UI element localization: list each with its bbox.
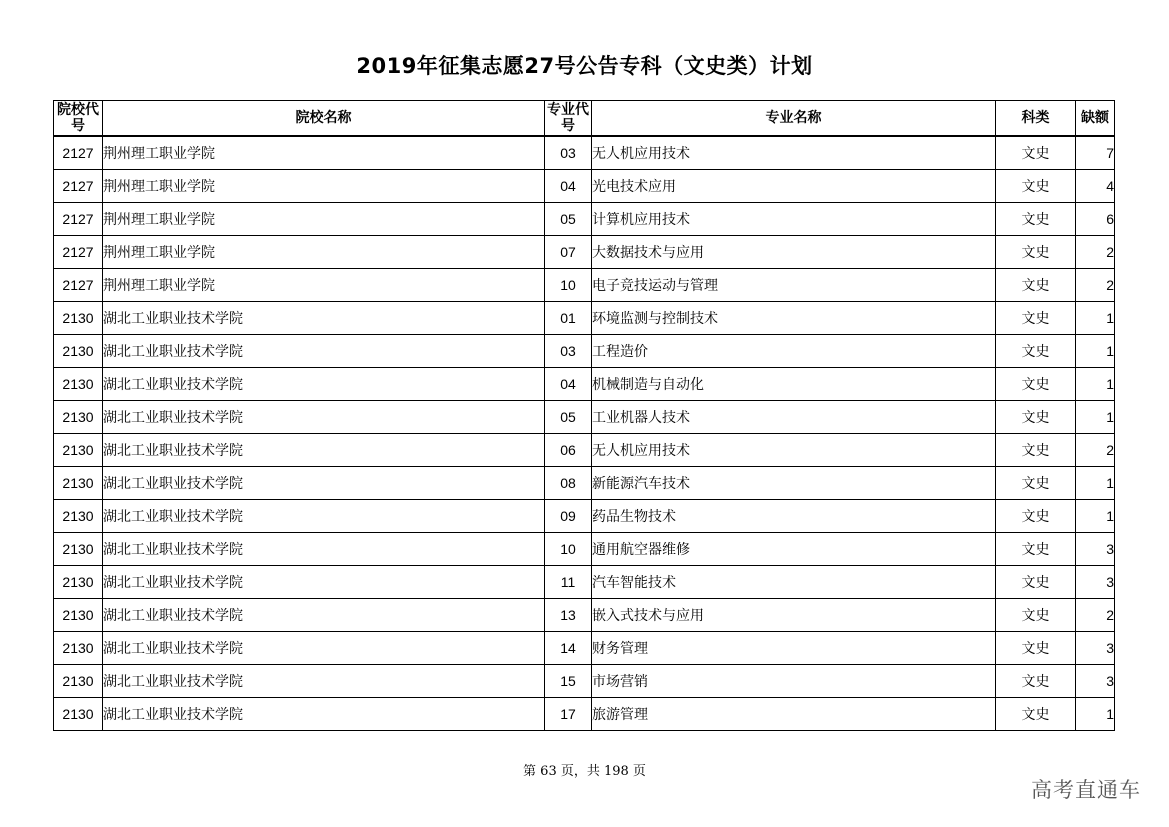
table-row (54, 236, 1115, 269)
cell-school-name: 荆州理工职业学院 (103, 203, 545, 236)
cell-major-name: 工业机器人技术 (592, 401, 996, 434)
cell-category: 文史 (996, 136, 1076, 170)
cell-category: 文史 (996, 665, 1076, 698)
header-vacancy: 缺额 (1076, 101, 1115, 137)
cell-category: 文史 (996, 335, 1076, 368)
cell-major-name: 环境监测与控制技术 (592, 302, 996, 335)
cell-school-name: 荆州理工职业学院 (103, 269, 545, 302)
cell-school-code: 2130 (54, 500, 103, 533)
cell-vacancy: 6 (1076, 203, 1115, 236)
cell-vacancy: 1 (1076, 401, 1115, 434)
cell-vacancy: 2 (1076, 599, 1115, 632)
cell-major-code: 03 (545, 136, 592, 170)
cell-school-name: 荆州理工职业学院 (103, 170, 545, 203)
cell-vacancy: 3 (1076, 632, 1115, 665)
cell-school-code: 2127 (54, 203, 103, 236)
cell-school-name: 湖北工业职业技术学院 (103, 533, 545, 566)
table-row (54, 434, 1115, 467)
cell-school-code: 2130 (54, 335, 103, 368)
cell-major-name: 大数据技术与应用 (592, 236, 996, 269)
cell-major-code: 06 (545, 434, 592, 467)
cell-school-code: 2130 (54, 698, 103, 731)
cell-vacancy: 2 (1076, 269, 1115, 302)
cell-major-code: 10 (545, 269, 592, 302)
cell-vacancy: 2 (1076, 434, 1115, 467)
cell-school-code: 2127 (54, 170, 103, 203)
table-row (54, 269, 1115, 302)
cell-category: 文史 (996, 236, 1076, 269)
cell-school-code: 2130 (54, 467, 103, 500)
cell-school-code: 2130 (54, 434, 103, 467)
cell-school-code: 2130 (54, 401, 103, 434)
cell-major-name: 无人机应用技术 (592, 136, 996, 170)
table-row (54, 368, 1115, 401)
cell-vacancy: 4 (1076, 170, 1115, 203)
cell-category: 文史 (996, 500, 1076, 533)
cell-major-name: 财务管理 (592, 632, 996, 665)
cell-category: 文史 (996, 632, 1076, 665)
page-title: 2019年征集志愿27号公告专科（文史类）计划 (356, 54, 813, 78)
watermark-text: 高考直通车 (1031, 778, 1141, 802)
cell-vacancy: 1 (1076, 698, 1115, 731)
table-row (54, 632, 1115, 665)
table-row (54, 335, 1115, 368)
header-category: 科类 (996, 101, 1076, 137)
cell-school-code: 2130 (54, 533, 103, 566)
cell-school-name: 湖北工业职业技术学院 (103, 698, 545, 731)
cell-school-code: 2130 (54, 632, 103, 665)
cell-major-code: 01 (545, 302, 592, 335)
cell-major-code: 07 (545, 236, 592, 269)
header-school-code: 院校代号 (54, 101, 103, 137)
cell-vacancy: 3 (1076, 665, 1115, 698)
cell-major-name: 工程造价 (592, 335, 996, 368)
cell-school-code: 2127 (54, 269, 103, 302)
cell-major-name: 旅游管理 (592, 698, 996, 731)
table-row (54, 533, 1115, 566)
cell-major-name: 通用航空器维修 (592, 533, 996, 566)
table-row (54, 170, 1115, 203)
cell-major-code: 09 (545, 500, 592, 533)
cell-major-name: 电子竞技运动与管理 (592, 269, 996, 302)
cell-school-name: 湖北工业职业技术学院 (103, 599, 545, 632)
cell-category: 文史 (996, 698, 1076, 731)
page-footer: 第 63 页，共 198 页 (523, 764, 646, 779)
cell-vacancy: 1 (1076, 467, 1115, 500)
cell-school-code: 2130 (54, 368, 103, 401)
cell-major-name: 光电技术应用 (592, 170, 996, 203)
cell-major-code: 03 (545, 335, 592, 368)
cell-school-code: 2130 (54, 665, 103, 698)
table-header-row (54, 101, 1115, 137)
cell-school-name: 湖北工业职业技术学院 (103, 665, 545, 698)
cell-major-code: 10 (545, 533, 592, 566)
cell-major-code: 04 (545, 170, 592, 203)
cell-school-name: 湖北工业职业技术学院 (103, 566, 545, 599)
cell-major-code: 05 (545, 401, 592, 434)
table-row (54, 302, 1115, 335)
cell-major-code: 04 (545, 368, 592, 401)
cell-category: 文史 (996, 599, 1076, 632)
cell-category: 文史 (996, 434, 1076, 467)
table-row (54, 500, 1115, 533)
cell-major-name: 计算机应用技术 (592, 203, 996, 236)
cell-vacancy: 1 (1076, 500, 1115, 533)
cell-major-name: 市场营销 (592, 665, 996, 698)
table-row (54, 665, 1115, 698)
cell-category: 文史 (996, 368, 1076, 401)
cell-school-name: 湖北工业职业技术学院 (103, 467, 545, 500)
cell-category: 文史 (996, 467, 1076, 500)
cell-category: 文史 (996, 566, 1076, 599)
cell-school-name: 湖北工业职业技术学院 (103, 401, 545, 434)
cell-major-code: 13 (545, 599, 592, 632)
cell-major-name: 药品生物技术 (592, 500, 996, 533)
table-row (54, 698, 1115, 731)
cell-vacancy: 1 (1076, 302, 1115, 335)
cell-school-name: 湖北工业职业技术学院 (103, 302, 545, 335)
cell-major-code: 15 (545, 665, 592, 698)
cell-major-code: 11 (545, 566, 592, 599)
table-row (54, 401, 1115, 434)
cell-major-name: 嵌入式技术与应用 (592, 599, 996, 632)
cell-school-name: 荆州理工职业学院 (103, 236, 545, 269)
cell-vacancy: 2 (1076, 236, 1115, 269)
cell-school-code: 2130 (54, 599, 103, 632)
cell-category: 文史 (996, 533, 1076, 566)
cell-major-code: 05 (545, 203, 592, 236)
table-row (54, 566, 1115, 599)
cell-vacancy: 1 (1076, 368, 1115, 401)
cell-school-code: 2130 (54, 302, 103, 335)
table-row (54, 467, 1115, 500)
cell-school-name: 湖北工业职业技术学院 (103, 368, 545, 401)
cell-category: 文史 (996, 401, 1076, 434)
cell-vacancy: 1 (1076, 335, 1115, 368)
cell-major-code: 08 (545, 467, 592, 500)
header-school-name: 院校名称 (103, 101, 545, 137)
cell-major-name: 汽车智能技术 (592, 566, 996, 599)
cell-major-name: 无人机应用技术 (592, 434, 996, 467)
cell-vacancy: 7 (1076, 136, 1115, 170)
cell-category: 文史 (996, 269, 1076, 302)
cell-major-code: 17 (545, 698, 592, 731)
cell-major-name: 机械制造与自动化 (592, 368, 996, 401)
cell-school-code: 2130 (54, 566, 103, 599)
cell-school-name: 湖北工业职业技术学院 (103, 335, 545, 368)
table-row (54, 203, 1115, 236)
cell-category: 文史 (996, 170, 1076, 203)
cell-category: 文史 (996, 302, 1076, 335)
header-major-code: 专业代号 (545, 101, 592, 137)
cell-school-name: 荆州理工职业学院 (103, 136, 545, 170)
header-major-name: 专业名称 (592, 101, 996, 137)
cell-vacancy: 3 (1076, 566, 1115, 599)
cell-school-name: 湖北工业职业技术学院 (103, 434, 545, 467)
cell-major-name: 新能源汽车技术 (592, 467, 996, 500)
cell-school-code: 2127 (54, 136, 103, 170)
plan-table (53, 100, 1115, 731)
cell-school-name: 湖北工业职业技术学院 (103, 500, 545, 533)
table-body (54, 136, 1115, 731)
cell-school-code: 2127 (54, 236, 103, 269)
cell-category: 文史 (996, 203, 1076, 236)
cell-vacancy: 3 (1076, 533, 1115, 566)
cell-school-name: 湖北工业职业技术学院 (103, 632, 545, 665)
table-row (54, 599, 1115, 632)
cell-major-code: 14 (545, 632, 592, 665)
table-row (54, 136, 1115, 170)
